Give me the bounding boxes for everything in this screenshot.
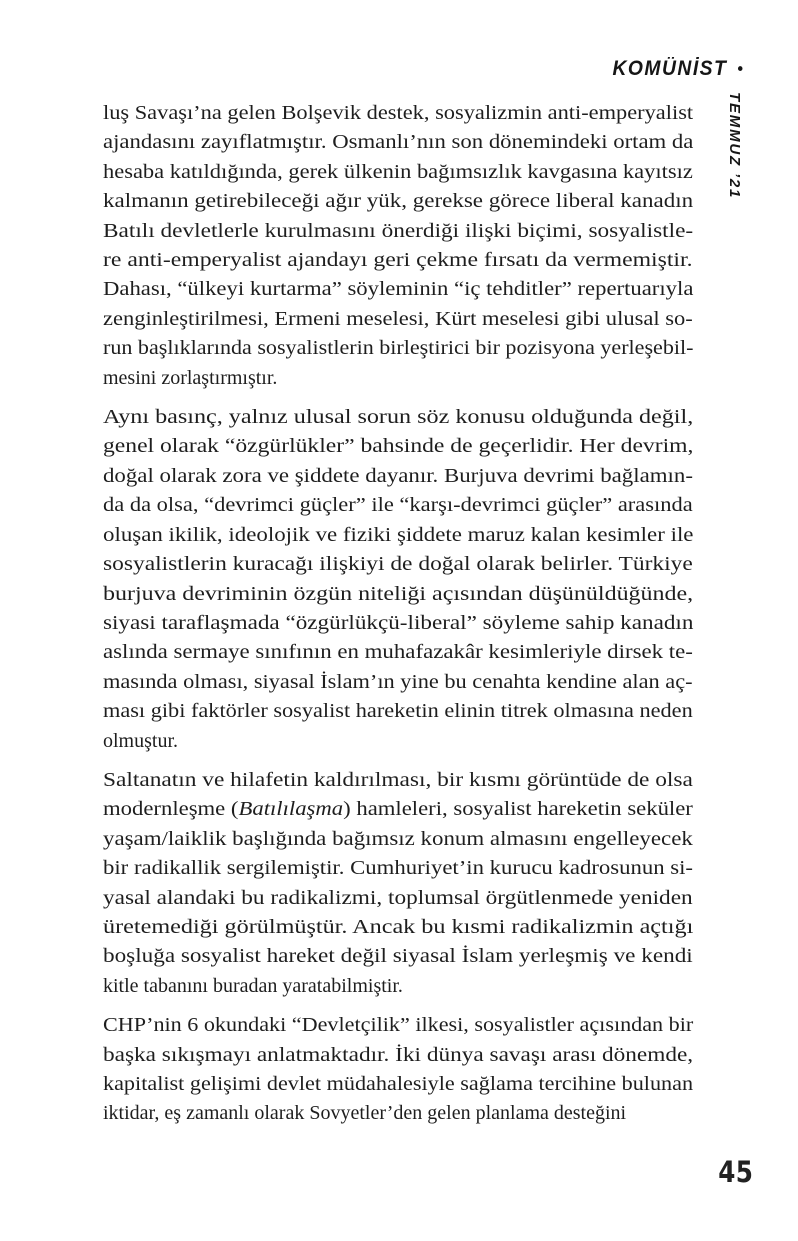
running-head <box>613 57 745 81</box>
text-line: masında olması, siyasal İslam’ın yine bu cenahta kendine alan aç- <box>103 670 693 693</box>
text-line: hesaba katıldığında, gerek ülkenin bağımsızlık kavgasına kayıtsız <box>103 160 693 183</box>
paragraph <box>103 99 693 393</box>
paragraph <box>103 766 693 1001</box>
text-line: luş Savaşı’na gelen Bolşevik destek, sosyalizmin anti-emperyalist <box>103 102 694 124</box>
text-line: zenginleştirilmesi, Ermeni meselesi, Kürt meselesi gibi ulusal so- <box>103 307 693 330</box>
text-line: üretemediği görülmüştür. Ancak bu kısmi radikalizmin açtığı <box>103 915 694 938</box>
text-line: Saltanatın ve hilafetin kaldırılması, bir kısmı görüntüde de olsa <box>103 768 693 791</box>
text-line: bir radikallik sergilemiştir. Cumhuriyet’in kurucu kadrosunun si- <box>103 857 694 880</box>
text-line: aslında sermaye sınıfının en muhafazakâr kesimleriyle dirsek te- <box>103 641 693 664</box>
text-line: siyasi taraflaşmada “özgürlükçü-liberal” söyleme sahip kanadın <box>103 611 694 634</box>
text-line: başka sıkışmayı anlatmaktadır. İki dünya savaşı arası dönemde, <box>103 1043 694 1066</box>
text-line: mesini zorlaştırmıştır. <box>103 366 278 389</box>
page-number: 45 <box>717 1155 753 1189</box>
text-line: burjuva devriminin özgün niteliği açısından düşünüldüğünde, <box>103 582 694 605</box>
text-line: iktidar, eş zamanlı olarak Sovyetler’den gelen planlama desteğini <box>103 1102 627 1125</box>
text-line: kapitalist gelişimi devlet müdahalesiyle sağlama tercihine bulunan <box>103 1073 694 1095</box>
text-line: Dahası, “ülkeyi kurtarma” söyleminin “iç tehditler” repertuarıyla <box>103 278 694 301</box>
text-line: olmuştur. <box>103 729 179 752</box>
text-line: CHP’nin 6 okundaki “Devletçilik” ilkesi, sosyalistler açısından bir <box>103 1014 694 1037</box>
text-line: kalmanın getirebileceği ağır yük, gerekse görece liberal kanadın <box>103 190 694 213</box>
paragraph <box>103 403 693 756</box>
text-line: sosyalistlerin kuracağı ilişkiyi de doğal olarak belirler. Türkiye <box>103 553 693 576</box>
bullet-icon: • <box>735 59 745 80</box>
text-line: run başlıklarında sosyalistlerin birleştirici bir pozisyona yerleşebil- <box>103 337 694 360</box>
text-line: da da olsa, “devrimci güçler” ile “karşı-devrimci güçler” arasında <box>103 494 693 517</box>
text-line: kitle tabanını buradan yaratabilmiştir. <box>103 974 403 997</box>
text-line: doğal olarak zora ve şiddete dayanır. Burjuva devrimi bağlamın- <box>103 464 693 487</box>
text-line: Batılı devletlerle kurulmasını önerdiği ilişki biçimi, sosyalistle- <box>103 219 694 242</box>
text-line: oluşan ikilik, ideolojik ve fiziki şiddete maruz kalan kesimler ile <box>103 523 694 546</box>
text-line: re anti-emperyalist ajandayı geri çekme fırsatı da vermemiştir. <box>103 249 693 272</box>
text-line: modernleşme (Batılılaşma) hamleleri, sosyalist hareketin seküler <box>103 798 693 821</box>
paragraph <box>103 1011 693 1129</box>
text-line: yasal alandaki bu radikalizmi, toplumsal örgütlenmede yeniden <box>103 886 693 909</box>
text-line: ması gibi faktörler sosyalist hareketin elinin titrek olmasına neden <box>103 700 693 723</box>
journal-title: KOMÜNİST <box>612 57 728 80</box>
text-line: yaşam/laiklik başlığında bağımsız konum almasını engelleyecek <box>103 827 693 850</box>
issue-date-vertical: TEMMUZ ’21 <box>726 92 743 200</box>
text-line: ajandasını zayıflatmıştır. Osmanlı’nın son dönemindeki ortam da <box>103 131 694 154</box>
text-line: boşluğa sosyalist hareket değil siyasal İslam yerleşmiş ve kendi <box>103 945 693 968</box>
text-line: Aynı basınç, yalnız ulusal sorun söz konusu olduğunda değil, <box>103 406 694 429</box>
body-text <box>103 99 693 1129</box>
text-line: genel olarak “özgürlükler” bahsinde de geçerlidir. Her devrim, <box>103 435 694 458</box>
